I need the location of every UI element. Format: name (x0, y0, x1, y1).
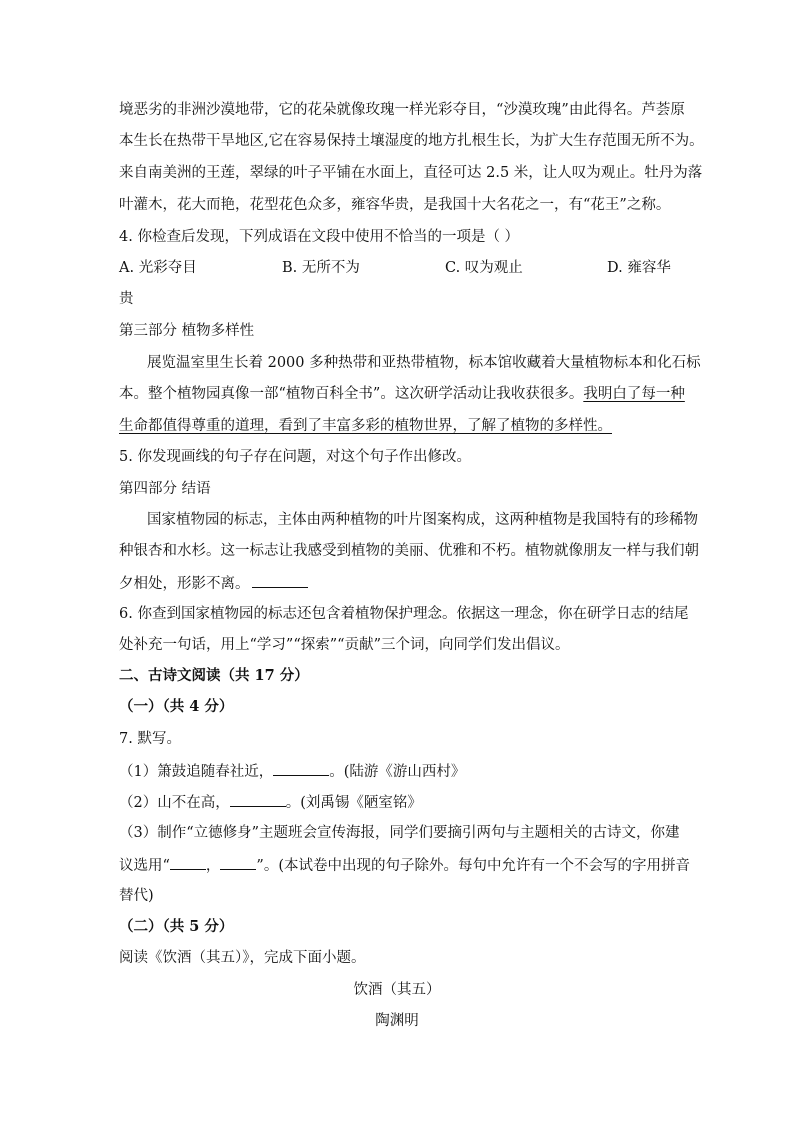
part3-paragraph-line (119, 384, 685, 404)
answer-blank[interactable] (230, 792, 286, 807)
answer-blank[interactable] (170, 855, 206, 870)
question-4-stem: 4. 你检查后发现，下列成语在文段中使用不恰当的一项是（ ） (119, 229, 520, 245)
poem-title: 饮酒（其五） (353, 982, 441, 998)
passage-line: 境恶劣的非洲沙漠地带，它的花朵就像玫瑰一样光彩夺目，“沙漠玫瑰”由此得名。芦荟原 (119, 102, 685, 118)
part3-plain-text: 本。整个植物园真像一部“植物百科全书”。这次研学活动让我收获很多。 (119, 386, 584, 402)
q7-3-line: （3）制作“立德修身”主题班会宣传海报，同学们要摘引两句与主题相关的古诗文，你建 (119, 825, 680, 841)
part4-heading: 第四部分 结语 (119, 481, 211, 497)
part3-paragraph-line: 展览温室里生长着 2000 多种热带和亚热带植物，标本馆收藏着大量植物标本和化石标 (147, 355, 701, 371)
q7-3-line (119, 855, 690, 876)
answer-blank[interactable] (220, 855, 256, 870)
q7-3-note: ”。(本试卷中出现的句子除外。每句中允许有一个不会写的字用拼音 (256, 858, 690, 874)
q7-3-comma: ， (205, 858, 221, 874)
q7-2-source: 。(刘禹锡《陋室铭》 (285, 795, 422, 811)
passage-line: 来自南美洲的王莲，翠绿的叶子平铺在水面上，直径可达 2.5 米，让人叹为观止。牡丹为落 (119, 165, 703, 181)
part4-paragraph-line (119, 573, 679, 594)
question-6-line: 处补充一句话，用上“学习”“探索”“贡献”三个词，向同学们发出倡议。 (119, 637, 570, 653)
question-6-line: 6. 你查到国家植物园的标志还包含着植物保护理念。依据这一理念，你在研学日志的结尾 (119, 606, 689, 622)
poem-author: 陶渊明 (375, 1013, 419, 1029)
q7-1-line (119, 761, 679, 782)
part3-heading: 第三部分 植物多样性 (119, 323, 255, 339)
part3-paragraph-line (119, 416, 679, 436)
q7-3-line: 替代) (119, 888, 154, 904)
q7-3-text: 议选用“ (119, 858, 170, 874)
q4-option-b: B. 无所不为 (282, 260, 360, 276)
q4-option-d-wrap: 贵 (119, 291, 134, 307)
q4-option-d: D. 雍容华 (607, 260, 671, 276)
section-2-heading: 二、古诗文阅读（共 17 分） (119, 667, 309, 684)
underlined-sentence: 生命都值得尊重的道理，看到了丰富多彩的植物世界，了解了植物的多样性。 (119, 418, 612, 434)
q7-1-text: （1）箫鼓追随春社近， (119, 764, 274, 780)
passage-line: 本生长在热带干旱地区,它在容易保持土壤湿度的地方扎根生长，为扩大生存范围无所不为。 (119, 133, 704, 149)
part4-text: 夕相处，形影不离。 (119, 576, 250, 592)
answer-blank[interactable] (252, 573, 308, 588)
part4-paragraph-line: 种银杏和水杉。这一标志让我感受到植物的美丽、优雅和不朽。植物就像朋友一样与我们朝 (119, 543, 699, 559)
q4-option-a: A. 光彩夺目 (119, 260, 197, 276)
q7-2-text: （2）山不在高， (119, 795, 230, 811)
underlined-sentence: 我明白了每一种 (583, 386, 685, 402)
q4-option-c: C. 叹为观止 (445, 260, 523, 276)
q7-1-source: 。(陆游《游山西村》 (329, 764, 466, 780)
reading-instruction: 阅读《饮酒（其五）》，完成下面小题。 (119, 950, 366, 966)
q7-2-line (119, 792, 679, 813)
question-7-stem: 7. 默写。 (119, 731, 181, 747)
subsection-2-heading: （二）（共 5 分） (119, 918, 234, 935)
answer-blank[interactable] (273, 761, 329, 776)
passage-line: 叶灌木，花大而艳，花型花色众多，雍容华贵，是我国十大名花之一，有“花王”之称。 (119, 197, 671, 213)
question-5-stem: 5. 你发现画线的句子存在问题，对这个句子作出修改。 (119, 449, 471, 465)
subsection-1-heading: （一）（共 4 分） (119, 698, 234, 715)
part4-paragraph-line: 国家植物园的标志，主体由两种植物的叶片图案构成，这两种植物是我国特有的珍稀物 (147, 512, 698, 528)
